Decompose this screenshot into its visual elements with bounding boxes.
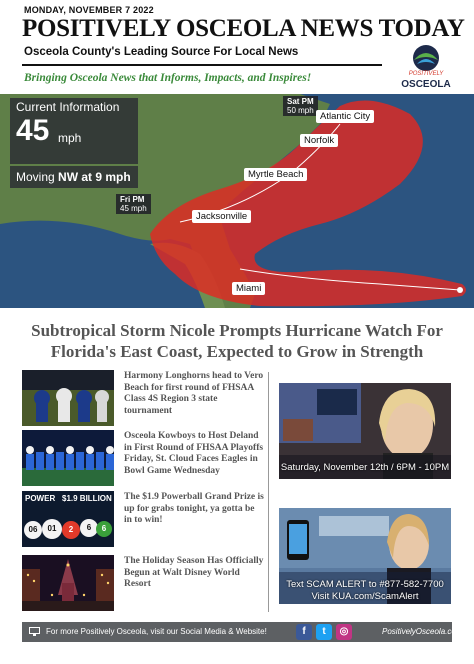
masthead-header [0, 0, 474, 94]
facebook-icon[interactable]: f [296, 624, 312, 640]
scam-ad-line2: Visit KUA.com/ScamAlert [311, 591, 419, 602]
lottery-ball: 06 [24, 521, 42, 539]
story-text: The Holiday Season Has Officially Begun at Walt Disney World Resort [124, 556, 264, 589]
city-norfolk: Norfolk [300, 134, 338, 147]
scam-alert-ad[interactable] [279, 508, 451, 604]
forecast-tag-saturday [283, 96, 318, 116]
powerball-amount: $1.9 BILLION [62, 494, 112, 503]
story-harmony-longhorns[interactable] [22, 370, 262, 428]
column-divider [268, 372, 269, 612]
disney-holiday-photo [22, 555, 114, 611]
monitor-icon [29, 627, 40, 636]
header-rule [22, 64, 382, 66]
footer-text: For more Positively Osceola, visit our Social Media & Website! [46, 627, 267, 636]
event-ad[interactable] [279, 383, 451, 479]
movement-prefix: Moving [16, 170, 59, 184]
city-atlantic-city: Atlantic City [316, 110, 374, 123]
kowboys-team-photo [22, 430, 114, 486]
event-ad-caption: Saturday, November 12th / 6PM - 10PM [280, 462, 450, 473]
story-text: Osceola Kowboys to Host Deland in First Round of FHSAA Playoffs Friday, St. Cloud Faces Eagles in Bowl Game Wednesday [124, 431, 264, 476]
logo-main-text: OSCEOLA [401, 79, 451, 90]
city-miami: Miami [232, 282, 265, 295]
newspaper-title: POSITIVELY OSCEOLA NEWS TODAY [22, 15, 465, 42]
story-disney-holiday[interactable] [22, 555, 262, 613]
storm-center-dot [457, 287, 463, 293]
tag-fri-day: Fri PM [120, 195, 145, 204]
city-myrtle-beach: Myrtle Beach [244, 168, 307, 181]
football-team-photo [22, 370, 114, 426]
footer-bar [22, 622, 463, 642]
powerball-logo: POWER [25, 494, 56, 503]
lottery-ball: 01 [42, 519, 62, 539]
tag-sat-speed: 50 mph [287, 106, 314, 115]
lead-headline[interactable]: Subtropical Storm Nicole Prompts Hurricane Watch For Florida's East Coast, Expected to Grow in Strength [31, 321, 443, 361]
twitter-icon[interactable]: t [316, 624, 332, 640]
lottery-ball: 6 [80, 519, 98, 537]
story-text: The $1.9 Powerball Grand Prize is up for grabs tonight, ya gotta be in to win! [124, 492, 264, 525]
lottery-ball: 6 [96, 521, 112, 537]
movement-box [10, 166, 138, 188]
story-text: Harmony Longhorns head to Vero Beach for first round of FHSAA Class 4S Region 3 state tournament [124, 371, 264, 416]
scam-ad-line1: Text SCAM ALERT to #877-582-7700 [286, 579, 444, 590]
story-powerball[interactable] [22, 491, 262, 549]
tag-sat-day: Sat PM [287, 97, 314, 106]
website-link[interactable]: PositivelyOsceola.com [382, 627, 463, 636]
logo-top-text: POSITIVELY [408, 71, 444, 77]
wind-speed-value: 45 [16, 114, 50, 147]
current-information-box [10, 98, 138, 164]
tag-fri-speed: 45 mph [120, 204, 147, 213]
wind-speed-unit: mph [58, 131, 82, 145]
powerball-graphic [22, 491, 114, 547]
movement-direction: NW at 9 mph [58, 170, 131, 184]
city-jacksonville: Jacksonville [192, 210, 251, 223]
issue-date: MONDAY, NOVEMBER 7 2022 [24, 5, 154, 15]
newspaper-subtitle: Osceola County's Leading Source For Local News [24, 46, 299, 58]
forecast-tag-friday [116, 194, 151, 214]
instagram-icon[interactable]: ◎ [336, 624, 352, 640]
tagline: Bringing Osceola News that Informs, Impacts, and Inspires! [24, 72, 312, 84]
story-osceola-kowboys[interactable] [22, 430, 262, 488]
powerball-ball: 2 [62, 521, 80, 539]
current-info-label: Current Information [16, 100, 120, 114]
storm-track-map[interactable] [0, 94, 474, 308]
